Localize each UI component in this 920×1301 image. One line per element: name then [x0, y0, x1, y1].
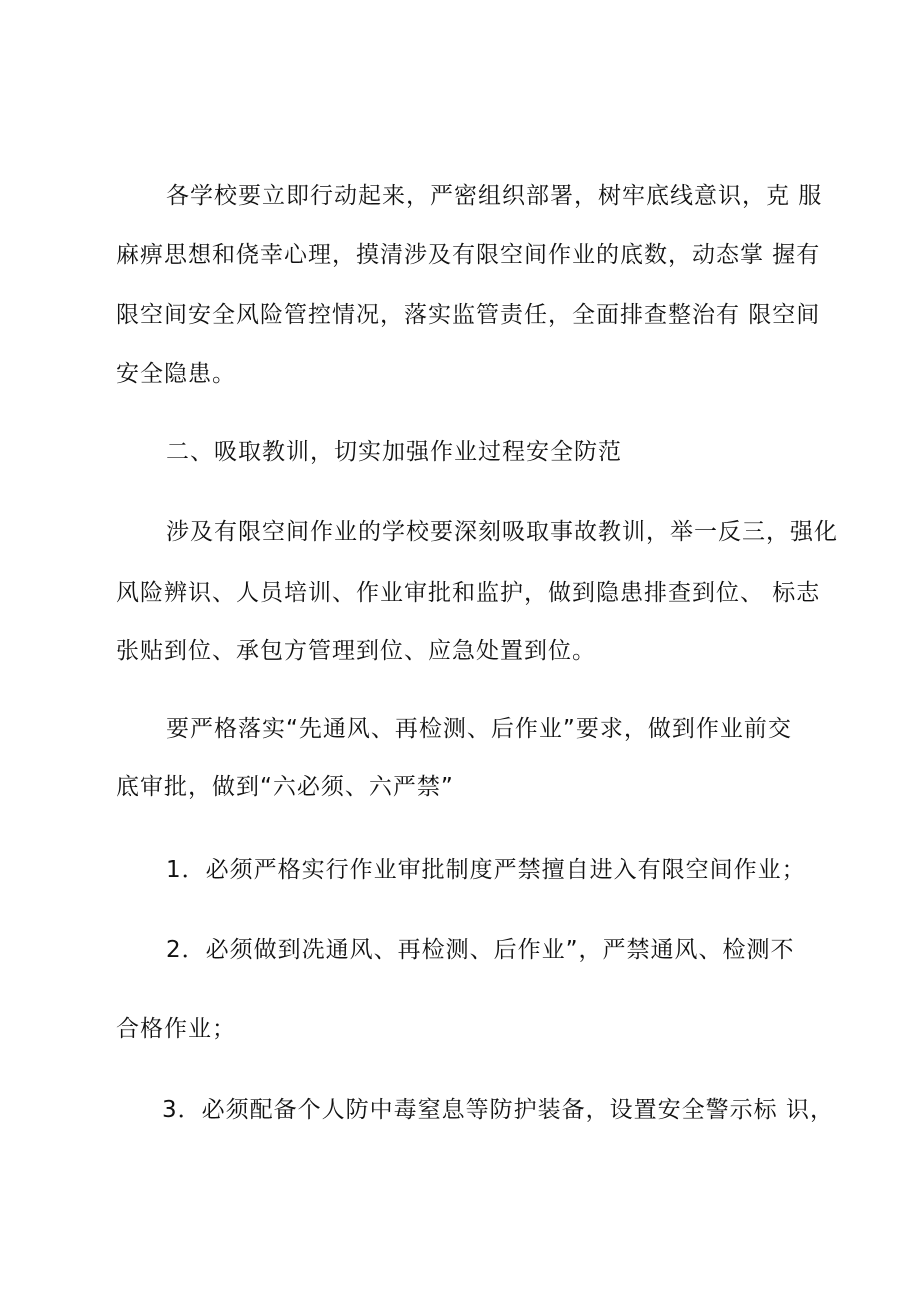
paragraph-1-line-2: 麻痹思想和侥幸心理，摸清涉及有限空间作业的底数，动态掌 握有	[116, 242, 821, 268]
section-heading-2: 二、吸取教训，切实加强作业过程安全防范	[166, 439, 622, 465]
paragraph-2-line-3: 张贴到位、承包方管理到位、应急处置到位。	[116, 638, 596, 664]
paragraph-2-line-2: 风险辨识、人员培训、作业审批和监护，做到隐患排查到位、 标志	[116, 580, 821, 606]
list-item-3: 3．必须配备个人防中毒窒息等防护装备，设置安全警示标 识，	[162, 1097, 834, 1123]
list-item-2-line-2: 合格作业；	[116, 1016, 236, 1042]
list-item-1: 1．必须严格实行作业审批制度严禁擅自进入有限空间作业；	[166, 857, 806, 883]
paragraph-3-line-2: 底审批，做到“六必须、六严禁”	[116, 774, 454, 800]
paragraph-1-line-4: 安全隐患。	[116, 361, 236, 387]
paragraph-2-line-1: 涉及有限空间作业的学校要深刻吸取事故教训，举一反三，强化	[166, 519, 838, 545]
paragraph-1-line-1: 各学校要立即行动起来，严密组织部署，树牢底线意识，克 服	[166, 183, 823, 209]
paragraph-1-line-3: 限空间安全风险管控情况，落实监管责任，全面排查整治有 限空间	[116, 302, 821, 328]
list-item-2-line-1: 2．必须做到冼通风、再检测、后作业”，严禁通风、检测不	[166, 937, 795, 963]
paragraph-3-line-1: 要严格落实“先通风、再检测、后作业”要求，做到作业前交	[166, 716, 792, 742]
